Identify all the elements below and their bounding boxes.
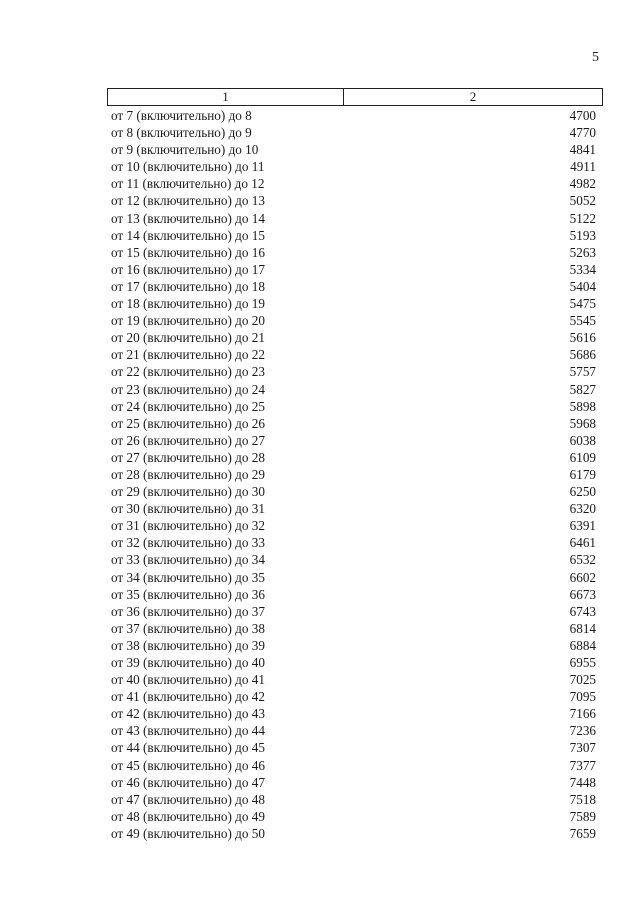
- table-row: [107, 739, 603, 756]
- range-cell: от 29 (включительно) до 30: [111, 484, 265, 500]
- value-cell: 7166: [569, 706, 596, 722]
- range-cell: от 25 (включительно) до 26: [111, 415, 265, 431]
- table-row: [107, 449, 603, 466]
- value-cell: 7307: [569, 740, 596, 756]
- value-cell: 5193: [569, 227, 596, 243]
- page-number: 5: [592, 50, 599, 65]
- table-row: [107, 688, 603, 705]
- table-header: [107, 88, 603, 106]
- value-cell: 4982: [569, 176, 596, 192]
- range-cell: от 22 (включительно) до 23: [111, 364, 265, 380]
- table-row: [107, 363, 603, 380]
- table-row: [107, 551, 603, 568]
- value-cell: 4700: [569, 108, 596, 123]
- value-cell: 5545: [569, 313, 596, 329]
- range-cell: от 49 (включительно) до 50: [111, 825, 265, 841]
- value-cell: 6250: [569, 484, 596, 500]
- range-cell: от 17 (включительно) до 18: [111, 278, 265, 294]
- range-cell: от 18 (включительно) до 19: [111, 296, 265, 312]
- table-row: [107, 705, 603, 722]
- table-row: [107, 398, 603, 415]
- table-row: [107, 312, 603, 329]
- table-row: [107, 808, 603, 825]
- value-cell: 5898: [569, 398, 596, 414]
- range-cell: от 30 (включительно) до 31: [111, 501, 265, 517]
- value-cell: 5968: [569, 415, 596, 431]
- value-cell: 4911: [570, 159, 596, 175]
- table-row: [107, 192, 603, 209]
- range-cell: от 23 (включительно) до 24: [111, 381, 265, 397]
- range-cell: от 28 (включительно) до 29: [111, 466, 265, 482]
- table-row: [107, 654, 603, 671]
- range-cell: от 20 (включительно) до 21: [111, 330, 265, 346]
- range-cell: от 41 (включительно) до 42: [111, 689, 265, 705]
- range-cell: от 43 (включительно) до 44: [111, 723, 265, 739]
- value-cell: 5404: [569, 278, 596, 294]
- table-row: [107, 381, 603, 398]
- table-row: [107, 603, 603, 620]
- value-cell: 7659: [569, 825, 596, 841]
- table-row: [107, 483, 603, 500]
- range-cell: от 13 (включительно) до 14: [111, 210, 265, 226]
- value-cell: 6179: [569, 466, 596, 482]
- table-row: [107, 722, 603, 739]
- value-cell: 5616: [569, 330, 596, 346]
- value-cell: 7448: [569, 774, 596, 790]
- table-row: [107, 261, 603, 278]
- value-cell: 6743: [569, 603, 596, 619]
- range-cell: от 21 (включительно) до 22: [111, 347, 265, 363]
- value-cell: 5122: [569, 210, 596, 226]
- range-cell: от 48 (включительно) до 49: [111, 808, 265, 824]
- table-row: [107, 107, 603, 124]
- range-cell: от 14 (включительно) до 15: [111, 227, 265, 243]
- table-row: [107, 210, 603, 227]
- value-cell: 7589: [569, 808, 596, 824]
- table-row: [107, 620, 603, 637]
- value-cell: 5263: [569, 244, 596, 260]
- table-row: [107, 141, 603, 158]
- range-cell: от 38 (включительно) до 39: [111, 637, 265, 653]
- range-cell: от 36 (включительно) до 37: [111, 603, 265, 619]
- value-cell: 4841: [569, 142, 596, 158]
- value-cell: 6532: [569, 552, 596, 568]
- table-row: [107, 534, 603, 551]
- value-cell: 6602: [569, 569, 596, 585]
- range-cell: от 46 (включительно) до 47: [111, 774, 265, 790]
- table-row: [107, 158, 603, 175]
- range-cell: от 47 (включительно) до 48: [111, 791, 265, 807]
- value-cell: 6884: [569, 637, 596, 653]
- value-cell: 6955: [569, 655, 596, 670]
- column-header-2: 2: [469, 89, 477, 104]
- value-cell: 7518: [569, 791, 596, 807]
- table-row: [107, 757, 603, 774]
- table-row: [107, 466, 603, 483]
- table-row: [107, 346, 603, 363]
- table-row: [107, 432, 603, 449]
- range-cell: от 35 (включительно) до 36: [111, 586, 265, 602]
- range-cell: от 27 (включительно) до 28: [111, 449, 265, 465]
- value-cell: 6391: [569, 518, 596, 534]
- table-row: [107, 244, 603, 261]
- range-cell: от 40 (включительно) до 41: [111, 672, 265, 688]
- value-cell: 6109: [569, 449, 596, 465]
- range-cell: от 9 (включительно) до 10: [111, 142, 259, 158]
- value-cell: 7377: [569, 757, 596, 773]
- range-cell: от 31 (включительно) до 32: [111, 518, 265, 534]
- range-cell: от 33 (включительно) до 34: [111, 552, 265, 568]
- value-cell: 5475: [569, 296, 596, 312]
- range-cell: от 12 (включительно) до 13: [111, 193, 265, 209]
- range-cell: от 45 (включительно) до 46: [111, 757, 265, 773]
- range-cell: от 39 (включительно) до 40: [111, 655, 265, 670]
- range-cell: от 24 (включительно) до 25: [111, 398, 265, 414]
- range-cell: от 44 (включительно) до 45: [111, 740, 265, 756]
- table-row: [107, 329, 603, 346]
- value-cell: 5686: [569, 347, 596, 363]
- range-cell: от 10 (включительно) до 11: [111, 159, 265, 175]
- table-body: [107, 107, 603, 842]
- value-cell: 7095: [569, 689, 596, 705]
- table-row: [107, 295, 603, 312]
- range-cell: от 16 (включительно) до 17: [111, 261, 265, 277]
- range-cell: от 8 (включительно) до 9: [111, 125, 252, 141]
- table-row: [107, 586, 603, 603]
- value-cell: 7236: [569, 723, 596, 739]
- table-row: [107, 175, 603, 192]
- value-cell: 5334: [569, 261, 596, 277]
- range-cell: от 19 (включительно) до 20: [111, 313, 265, 329]
- value-cell: 6038: [569, 432, 596, 448]
- table-row: [107, 415, 603, 432]
- range-cell: от 26 (включительно) до 27: [111, 432, 265, 448]
- table-row: [107, 517, 603, 534]
- value-cell: 4770: [569, 125, 596, 141]
- range-cell: от 32 (включительно) до 33: [111, 535, 265, 551]
- rate-table: [107, 88, 603, 842]
- table-row: [107, 637, 603, 654]
- value-cell: 5757: [569, 364, 596, 380]
- range-cell: от 11 (включительно) до 12: [111, 176, 265, 192]
- range-cell: от 7 (включительно) до 8: [111, 108, 252, 123]
- table-row: [107, 227, 603, 244]
- table-row: [107, 569, 603, 586]
- table-row: [107, 825, 603, 842]
- value-cell: 6320: [569, 501, 596, 517]
- table-row: [107, 791, 603, 808]
- table-row: [107, 774, 603, 791]
- table-row: [107, 124, 603, 141]
- column-header-1: 1: [108, 89, 344, 105]
- value-cell: 6814: [569, 620, 596, 636]
- range-cell: от 37 (включительно) до 38: [111, 620, 265, 636]
- value-cell: 6673: [569, 586, 596, 602]
- range-cell: от 15 (включительно) до 16: [111, 244, 265, 260]
- table-row: [107, 500, 603, 517]
- value-cell: 7025: [569, 672, 596, 688]
- value-cell: 5827: [569, 381, 596, 397]
- range-cell: от 34 (включительно) до 35: [111, 569, 265, 585]
- value-cell: 5052: [569, 193, 596, 209]
- range-cell: от 42 (включительно) до 43: [111, 706, 265, 722]
- table-row: [107, 278, 603, 295]
- value-cell: 6461: [569, 535, 596, 551]
- table-row: [107, 671, 603, 688]
